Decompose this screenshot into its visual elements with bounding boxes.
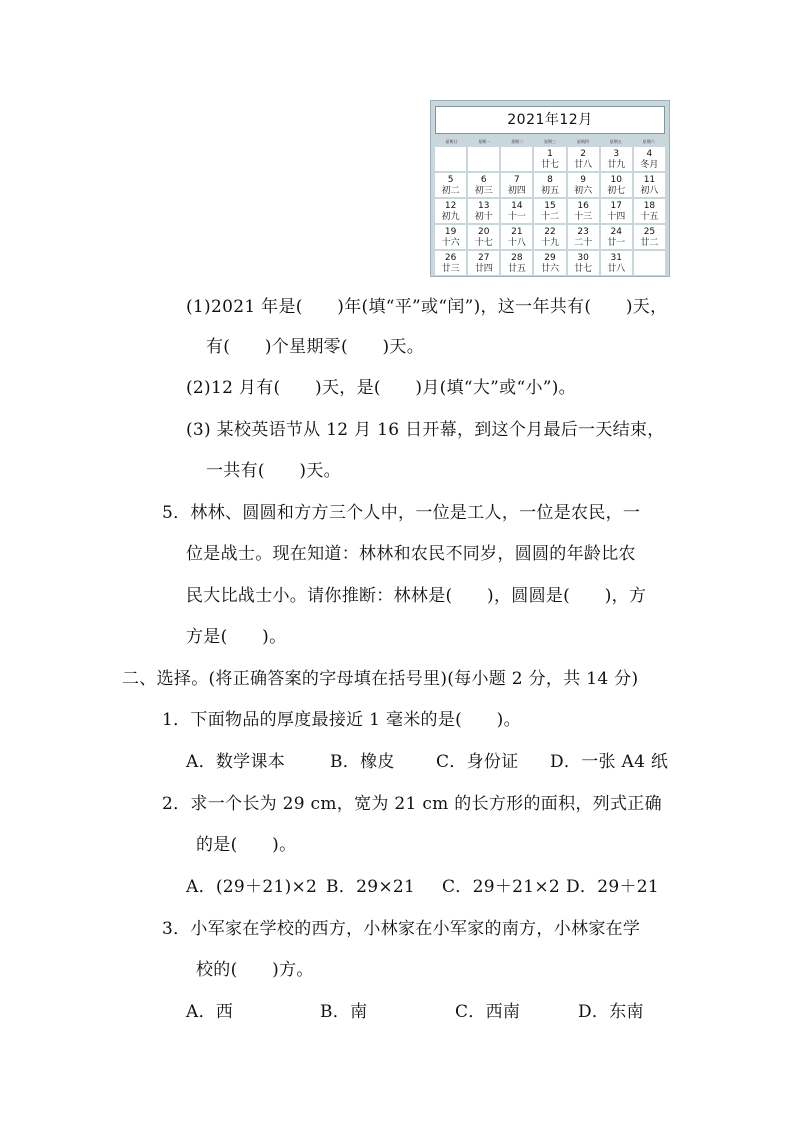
calendar-day-cell [534, 199, 565, 223]
calendar-day-cell [634, 225, 665, 249]
calendar-lunar-date: 十六 [441, 238, 460, 248]
s2-q2-option-b: B．29×21 [326, 877, 416, 897]
calendar-lunar-date: 冬月 [640, 160, 659, 170]
weekday-label: 星期五 [609, 139, 622, 144]
calendar-day-cell [435, 251, 466, 275]
q5-line4: 方是( )。 [186, 627, 287, 647]
calendar-day-cell [501, 225, 532, 249]
s2-q1-option-b: B．橡皮 [330, 752, 395, 772]
calendar-day-cell [601, 251, 632, 275]
s2-q1-option-c: C．身份证 [436, 752, 519, 772]
calendar-day-cell [601, 199, 632, 223]
s2-q2-stem-line1: 2．求一个长为 29 cm，宽为 21 cm 的长方形的面积，列式正确 [162, 794, 662, 814]
q4-part3-line2: 一共有( )天。 [206, 461, 341, 481]
calendar-date: 18 [643, 201, 656, 211]
calendar-lunar-date: 廿五 [507, 264, 526, 274]
q5-line1: 5．林林、圆圆和方方三个人中，一位是工人，一位是农民，一 [162, 503, 641, 523]
calendar-day-cell [501, 199, 532, 223]
calendar-date: 5 [447, 175, 454, 185]
s2-q2-option-a: A．(29＋21)×2 [186, 877, 318, 897]
calendar-day-cell [501, 173, 532, 197]
calendar-date: 8 [547, 175, 553, 185]
calendar-day-cell [568, 225, 599, 249]
s2-q3-stem-line1: 3．小军家在学校的西方，小林家在小军家的南方，小林家在学 [162, 919, 641, 939]
calendar-date: 31 [610, 253, 622, 263]
calendar-date: 12 [444, 201, 457, 211]
calendar-lunar-date: 初三 [474, 186, 493, 196]
calendar-day-cell [634, 147, 665, 171]
calendar-lunar-date: 廿九 [607, 160, 626, 170]
calendar-lunar-date: 十五 [640, 212, 659, 222]
calendar-date: 29 [544, 253, 556, 263]
s2-q1-option-d: D．一张 A4 纸 [550, 752, 669, 772]
s2-q3-option-c: C．西南 [455, 1002, 521, 1022]
weekday-label: 星期日 [445, 139, 458, 144]
s2-q3-stem-line2: 校的( )方。 [196, 960, 314, 980]
calendar-day-cell [501, 147, 532, 171]
calendar-day-cell [501, 251, 532, 275]
calendar-day-cell [634, 251, 665, 275]
calendar-date: 9 [580, 175, 586, 185]
calendar-date: 13 [477, 201, 490, 211]
q4-part2: (2)12 月有( )天，是( )月(填“大”或“小”)。 [186, 378, 576, 398]
calendar-lunar-date: 廿六 [540, 264, 559, 274]
calendar-day-cell [601, 173, 632, 197]
s2-q2-stem-line2: 的是( )。 [196, 835, 297, 855]
calendar-title: 2021年12月 [435, 106, 665, 134]
calendar-day-cell [534, 173, 565, 197]
calendar-day-cell [534, 225, 565, 249]
calendar-lunar-date: 廿四 [474, 264, 493, 274]
calendar-date: 25 [643, 227, 656, 237]
calendar-day-cell [435, 147, 466, 171]
calendar-day-cell [634, 199, 665, 223]
calendar-weekday-header [435, 138, 665, 146]
calendar-lunar-date: 初七 [607, 186, 626, 196]
s2-q1-option-a: A．数学课本 [186, 752, 286, 772]
calendar-lunar-date: 十三 [574, 212, 593, 222]
s2-q3-option-d: D．东南 [578, 1002, 644, 1022]
calendar-lunar-date: 初十 [474, 212, 493, 222]
calendar-date: 19 [444, 227, 457, 237]
calendar-date: 15 [544, 201, 556, 211]
calendar-date: 27 [477, 253, 490, 263]
calendar-date: 24 [610, 227, 622, 237]
weekday-label: 星期三 [544, 139, 556, 144]
calendar-lunar-date: 廿八 [574, 160, 593, 170]
calendar-date: 26 [444, 253, 457, 263]
calendar-lunar-date: 十八 [507, 238, 526, 248]
calendar-lunar-date: 廿三 [441, 264, 460, 274]
q4-part1-line1: (1)2021 年是( )年(填“平”或“闰”)，这一年共有( )天， [186, 297, 668, 317]
calendar-lunar-date: 二十 [574, 238, 593, 248]
calendar-lunar-date: 十二 [540, 212, 559, 222]
calendar-day-cell [534, 147, 565, 171]
calendar-lunar-date: 十七 [474, 238, 493, 248]
weekday-label: 星期四 [576, 139, 589, 144]
calendar-date: 2 [580, 149, 586, 159]
calendar-lunar-date: 十一 [507, 212, 526, 222]
calendar-lunar-date: 廿八 [607, 264, 626, 274]
calendar-day-cell [435, 225, 466, 249]
calendar-date: 7 [513, 175, 520, 185]
calendar-day-cell [534, 251, 565, 275]
calendar-date: 11 [643, 175, 656, 185]
calendar-day-cell [468, 199, 499, 223]
calendar-date: 16 [577, 201, 589, 211]
calendar-lunar-date: 初八 [640, 186, 659, 196]
weekday-label: 星期一 [478, 139, 491, 144]
calendar-date: 30 [577, 253, 589, 263]
calendar-day-cell [568, 173, 599, 197]
calendar-day-cell [468, 147, 499, 171]
calendar-day-cell [435, 199, 466, 223]
calendar-date: 10 [610, 175, 622, 185]
q4-part1-line2: 有( )个星期零( )天。 [206, 337, 425, 357]
s2-q3-option-b: B．南 [320, 1002, 368, 1022]
calendar-day-cell [435, 173, 466, 197]
calendar-lunar-date: 初五 [540, 186, 559, 196]
q5-line3: 民大比战士小。请你推断：林林是( )，圆圆是( )，方 [186, 586, 647, 606]
calendar-date: 17 [610, 201, 622, 211]
calendar-day-cell [468, 173, 499, 197]
calendar-lunar-date: 初四 [507, 186, 526, 196]
s2-q2-option-c: C．29＋21×2 [442, 877, 561, 897]
calendar-date: 28 [511, 253, 523, 263]
calendar-lunar-date: 廿二 [640, 238, 659, 248]
q5-line2: 位是战士。现在知道：林林和农民不同岁，圆圆的年龄比农 [186, 544, 636, 564]
weekday-label: 星期二 [511, 139, 524, 144]
s2-q2-option-d: D．29＋21 [566, 877, 659, 897]
calendar-lunar-date: 廿七 [574, 264, 593, 274]
calendar-date: 21 [511, 227, 523, 237]
calendar-lunar-date: 初六 [574, 186, 593, 196]
s2-q1-stem: 1．下面物品的厚度最接近 1 毫米的是( )。 [162, 710, 521, 730]
calendar-day-cell [568, 147, 599, 171]
calendar-lunar-date: 初二 [441, 186, 460, 196]
calendar-lunar-date: 初九 [441, 212, 460, 222]
section2-heading: 二、选择。(将正确答案的字母填在括号里)(每小题 2 分，共 14 分) [122, 669, 639, 689]
calendar-date: 14 [511, 201, 523, 211]
calendar-lunar-date: 十四 [607, 212, 626, 222]
calendar-lunar-date: 十九 [540, 238, 559, 248]
calendar-day-cell [634, 173, 665, 197]
weekday-label: 星期六 [642, 139, 655, 144]
calendar-day-cell [568, 199, 599, 223]
calendar-date: 6 [480, 175, 487, 185]
calendar-date: 22 [544, 227, 556, 237]
calendar-day-cell [601, 147, 632, 171]
calendar-image [430, 100, 670, 277]
calendar-date: 20 [477, 227, 490, 237]
calendar-date: 1 [547, 149, 553, 159]
calendar-day-cell [468, 251, 499, 275]
calendar-day-cell [568, 251, 599, 275]
q4-part3-line1: (3) 某校英语节从 12 月 16 日开幕，到这个月最后一天结束， [186, 420, 665, 440]
calendar-date: 4 [646, 149, 653, 159]
calendar-day-cell [601, 225, 632, 249]
calendar-lunar-date: 廿一 [607, 238, 626, 248]
calendar-date: 3 [613, 149, 620, 159]
calendar-date: 23 [577, 227, 589, 237]
calendar-grid [435, 147, 665, 273]
s2-q3-option-a: A．西 [186, 1002, 234, 1022]
calendar-lunar-date: 廿七 [540, 160, 559, 170]
calendar-day-cell [468, 225, 499, 249]
